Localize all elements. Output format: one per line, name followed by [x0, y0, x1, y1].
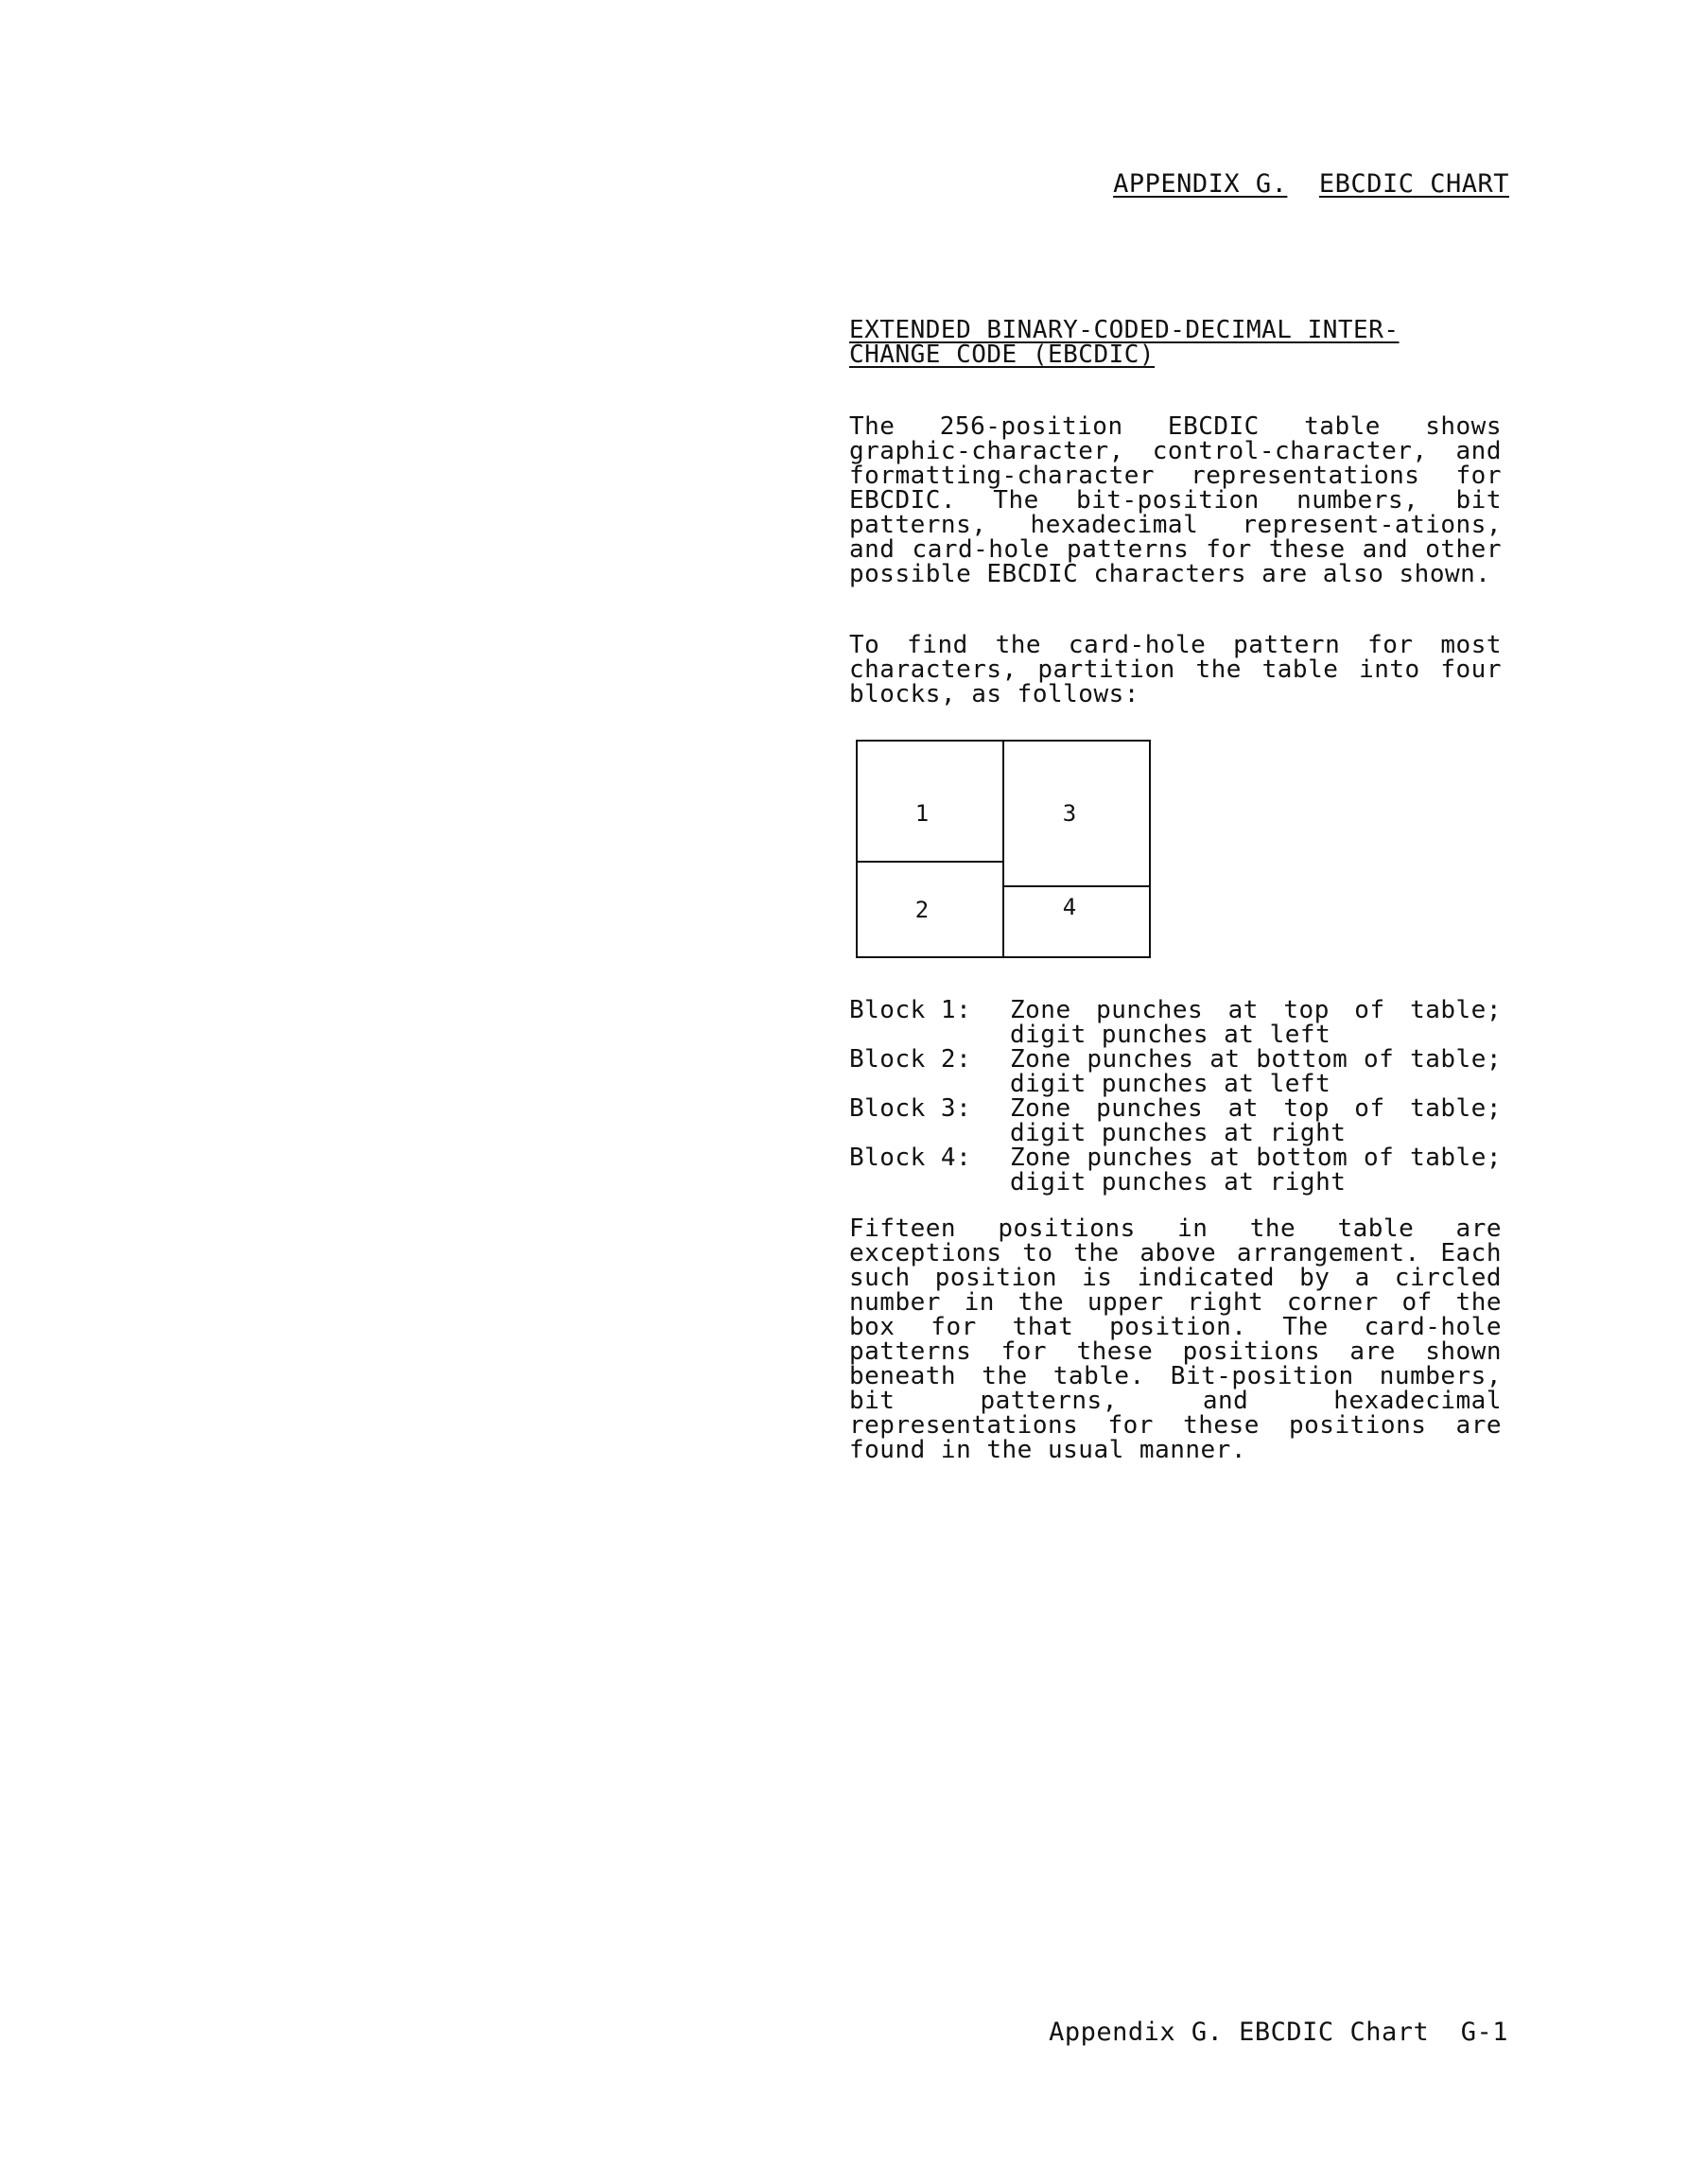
- block-4-label: 4: [1062, 894, 1077, 920]
- intro-paragraph: The 256-position EBCDIC table shows graphic-character, control-character, and formatting-character representations for EBCDIC. The bit-position numbers, bit patterns, hexadecimal represent-ations, and card-hole patterns for these and other possible EBCDIC characters are also shown.: [849, 412, 1502, 588]
- block-item-label: Block 3:: [849, 1094, 972, 1123]
- section-heading: [849, 318, 1511, 367]
- block-item-description: Zone punches at top of table; digit punches at left: [1010, 996, 1502, 1049]
- block-item-label: Block 1:: [849, 996, 972, 1024]
- find-pattern-paragraph: To find the card-hole pattern for most characters, partition the table into four blocks, as follows:: [849, 631, 1502, 708]
- block-2-label: 2: [914, 897, 930, 923]
- appendix-label: APPENDIX G.: [1113, 169, 1288, 199]
- section-heading-line-2: CHANGE CODE (EBCDIC): [849, 341, 1156, 369]
- block-description-list: [849, 998, 1511, 1195]
- block-item: [849, 1096, 1511, 1145]
- block-item-description: Zone punches at top of table; digit punches at right: [1010, 1094, 1502, 1147]
- block-item: [849, 998, 1511, 1047]
- block-item-description: Zone punches at bottom of table; digit punches at right: [1010, 1144, 1502, 1197]
- block-1-label: 1: [914, 800, 930, 827]
- section-heading-line-1: EXTENDED BINARY-CODED-DECIMAL INTER-: [849, 316, 1400, 344]
- block-partition-diagram: [856, 740, 1151, 958]
- block-item: [849, 1145, 1511, 1195]
- chart-label: EBCDIC CHART: [1318, 169, 1509, 199]
- block-item-label: Block 2:: [849, 1045, 972, 1074]
- block-item-label: Block 4:: [849, 1144, 972, 1172]
- block-item-description: Zone punches at bottom of table; digit punches at left: [1010, 1045, 1502, 1098]
- exceptions-paragraph: Fifteen positions in the table are exceptions to the above arrangement. Each such position is indicated by a circled number in the upper right corner of the box for that position. The card-hole patterns for these positions are shown beneath the table. Bit-position numbers, bit patterns, and hexadecimal representations for these positions are found in the usual manner.: [849, 1214, 1502, 1464]
- block-item: [849, 1047, 1511, 1096]
- page-footer: Appendix G. EBCDIC Chart G-1: [1049, 2018, 1508, 2047]
- block-3-label: 3: [1062, 800, 1077, 827]
- page-title: [1113, 170, 1509, 199]
